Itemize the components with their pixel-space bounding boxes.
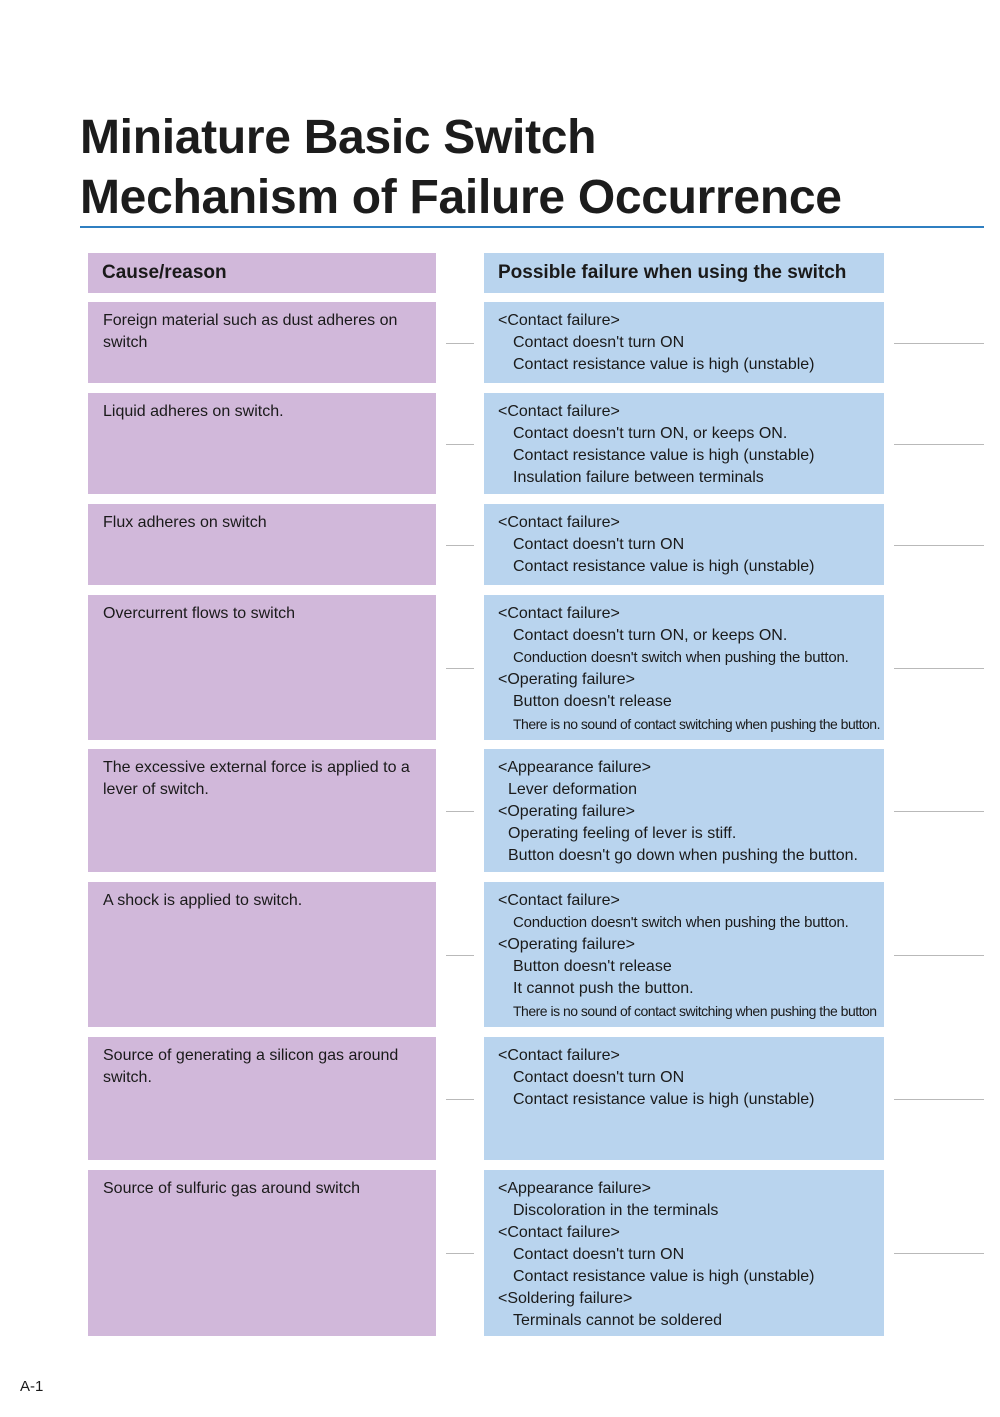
title-line-2: Mechanism of Failure Occurrence xyxy=(80,171,842,224)
failure-item: Terminals cannot be soldered xyxy=(513,1312,723,1329)
connector-line xyxy=(894,1253,984,1254)
failure-cell xyxy=(484,749,884,872)
failure-category: <Contact failure> xyxy=(498,1047,620,1064)
failure-item: Conduction doesn't switch when pushing the button. xyxy=(513,914,849,931)
failure-category: <Operating failure> xyxy=(498,936,635,953)
cause-cell: Flux adheres on switch xyxy=(88,504,436,585)
failure-category: <Contact failure> xyxy=(498,892,620,909)
failure-item: Contact resistance value is high (unstable) xyxy=(513,447,815,464)
connector-line xyxy=(446,444,474,445)
failure-category: <Contact failure> xyxy=(498,312,620,329)
failure-cell xyxy=(484,504,884,585)
failure-category: <Contact failure> xyxy=(498,403,620,420)
failure-item: Contact resistance value is high (unstable) xyxy=(513,1091,815,1108)
failure-item: Contact doesn't turn ON xyxy=(513,334,685,351)
failure-category: <Operating failure> xyxy=(498,671,635,688)
cause-cell: The excessive external force is applied to a lever of switch. xyxy=(88,749,436,872)
connector-line xyxy=(894,668,984,669)
connector-line xyxy=(894,1099,984,1100)
failure-category: <Appearance failure> xyxy=(498,759,651,776)
failure-cell xyxy=(484,393,884,494)
failure-item: Button doesn't release xyxy=(513,693,672,710)
failure-cell xyxy=(484,1037,884,1160)
cause-cell: Liquid adheres on switch. xyxy=(88,393,436,494)
failure-cell xyxy=(484,882,884,1027)
failure-item: There is no sound of contact switching when pushing the button. xyxy=(513,716,880,732)
failure-item: Discoloration in the terminals xyxy=(513,1202,719,1219)
failure-item: Contact doesn't turn ON xyxy=(513,536,685,553)
cause-column-header: Cause/reason xyxy=(88,253,436,293)
title-line-1: Miniature Basic Switch xyxy=(80,111,597,164)
connector-line xyxy=(446,545,474,546)
failure-column-header: Possible failure when using the switch xyxy=(484,253,884,293)
failure-category: <Soldering failure> xyxy=(498,1290,633,1307)
failure-item: Contact doesn't turn ON, or keeps ON. xyxy=(513,627,788,644)
connector-line xyxy=(894,811,984,812)
cause-cell: Overcurrent flows to switch xyxy=(88,595,436,740)
connector-line xyxy=(446,1099,474,1100)
failure-item: Lever deformation xyxy=(508,781,637,798)
failure-category: <Operating failure> xyxy=(498,803,635,820)
connector-line xyxy=(446,343,474,344)
connector-line xyxy=(894,343,984,344)
failure-cell xyxy=(484,302,884,383)
failure-category: <Appearance failure> xyxy=(498,1180,651,1197)
connector-line xyxy=(446,1253,474,1254)
connector-line xyxy=(446,811,474,812)
page-title xyxy=(80,108,842,228)
page-number: A-1 xyxy=(20,1378,44,1395)
failure-item: Contact resistance value is high (unstable) xyxy=(513,356,815,373)
failure-item: It cannot push the button. xyxy=(513,980,694,997)
connector-line xyxy=(894,955,984,956)
failure-item: Button doesn't go down when pushing the button. xyxy=(508,847,858,864)
failure-item: Operating feeling of lever is stiff. xyxy=(508,825,737,842)
connector-line xyxy=(894,545,984,546)
failure-item: Conduction doesn't switch when pushing the button. xyxy=(513,649,849,666)
failure-item: Contact resistance value is high (unstable) xyxy=(513,1268,815,1285)
failure-cell xyxy=(484,595,884,740)
cause-cell: Foreign material such as dust adheres on switch xyxy=(88,302,436,383)
failure-category: <Contact failure> xyxy=(498,605,620,622)
connector-line xyxy=(894,444,984,445)
cause-cell: A shock is applied to switch. xyxy=(88,882,436,1027)
cause-cell: Source of generating a silicon gas around switch. xyxy=(88,1037,436,1160)
failure-item: Contact doesn't turn ON xyxy=(513,1246,685,1263)
connector-line xyxy=(446,955,474,956)
failure-item: Button doesn't release xyxy=(513,958,672,975)
failure-item: Insulation failure between terminals xyxy=(513,469,764,486)
failure-category: <Contact failure> xyxy=(498,1224,620,1241)
failure-item: Contact doesn't turn ON, or keeps ON. xyxy=(513,425,788,442)
title-underline xyxy=(80,226,984,228)
cause-cell: Source of sulfuric gas around switch xyxy=(88,1170,436,1336)
failure-item: Contact doesn't turn ON xyxy=(513,1069,685,1086)
failure-cell xyxy=(484,1170,884,1336)
failure-item: There is no sound of contact switching when pushing the button xyxy=(513,1003,877,1019)
failure-item: Contact resistance value is high (unstable) xyxy=(513,558,815,575)
failure-category: <Contact failure> xyxy=(498,514,620,531)
connector-line xyxy=(446,668,474,669)
